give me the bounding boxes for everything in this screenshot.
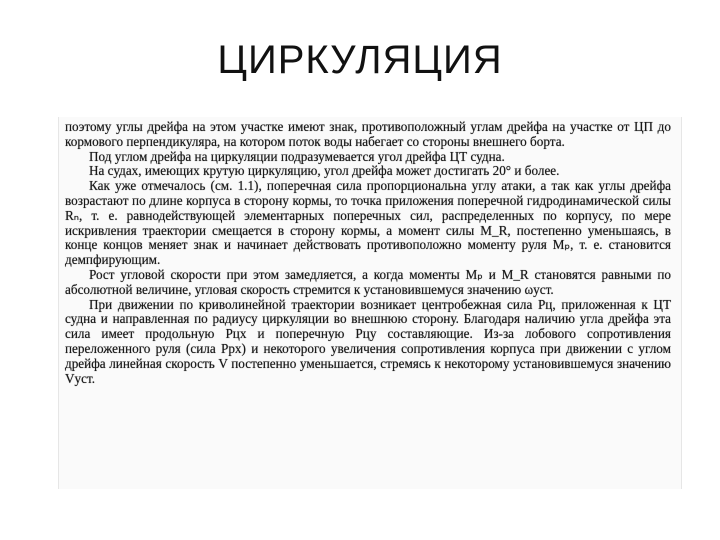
scanned-page <box>58 117 682 489</box>
paragraph: Под углом дрейфа на циркуляции подразумевается угол дрейфа ЦТ судна. <box>89 148 505 164</box>
slide-title: ЦИРКУЛЯЦИЯ <box>217 38 503 82</box>
paragraph: поэтому углы дрейфа на этом участке имеют знак, противоположный углам дрейфа на участке от ЦП до кормового перпендикуляра, на котором поток воды набегает со стороны внешнего борта. <box>65 119 671 149</box>
paragraph: При движении по криволинейной траектории возникает центробежная сила Pц, приложенная к ЦТ судна и направленная по радиусу циркуляции во внешнюю сторону. Благодаря наличию угла дрейфа эта сила имеет продольную Pцх и поперечную Pцу составляющие. Из-за лобового сопротивления переложенного руля (сила Pрх) и некоторого увеличения сопротивления корпуса при движении с углом дрейфа линейная скорость V постепенно уменьшается, стремясь к некоторому установившемуся значению Vуст. <box>65 296 671 386</box>
paragraph: На судах, имеющих крутую циркуляцию, угол дрейфа может достигать 20° и более. <box>89 163 560 179</box>
paragraph: Рост угловой скорости при этом замедляется, а когда моменты Mₚ и M_R становятся равными по абсолютной величине, угловая скорость стремится к установившемуся значению ωуст. <box>65 266 671 297</box>
scanned-text-body <box>65 120 671 386</box>
paragraph: Как уже отмечалось (см. 1.1), поперечная сила пропорциональна углу атаки, а так как углы дрейфа возрастают по длине корпуса в сторону кормы, то точка приложения поперечной гидродинамической силы Rₙ, т. е. равнодействующей элементарных поперечных сил, распределенных по корпусу, по мере искривления траектории смещается в сторону кормы, а момент силы M_R, постепенно уменьшаясь, в конце концов меняет знак и начинает действовать противоположно моменту руля Mₚ, т. е. становится демпфирующим. <box>65 178 671 268</box>
